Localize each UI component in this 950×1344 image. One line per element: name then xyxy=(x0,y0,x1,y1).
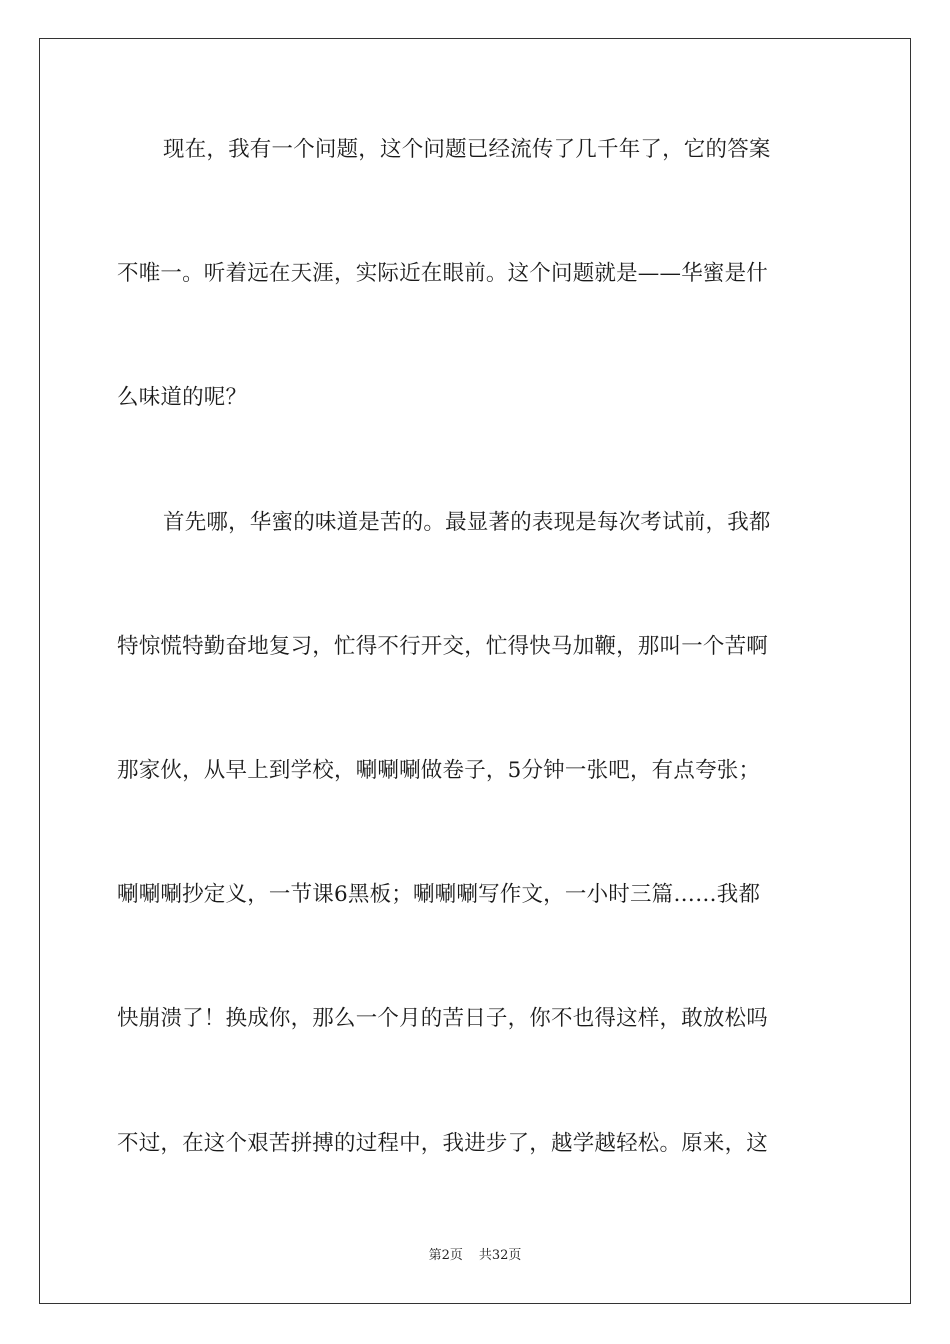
paragraph-2-line-5: 快崩溃了！换成你，那么一个月的苦日子，你不也得这样，敢放松吗 xyxy=(117,1006,769,1031)
paragraph-1-line-1: 现在，我有一个问题，这个问题已经流传了几千年了，它的答案 xyxy=(163,137,771,162)
paragraph-2-line-4: 唰唰唰抄定义，一节课6黑板；唰唰唰写作文，一小时三篇……我都 xyxy=(117,882,761,907)
page-border xyxy=(39,38,911,1304)
page-footer xyxy=(0,1247,950,1265)
paragraph-2-line-6: 不过，在这个艰苦拼搏的过程中，我进步了，越学越轻松。原来，这 xyxy=(117,1131,769,1156)
page-number: 第2页 xyxy=(428,1248,463,1263)
page-total: 共32页 xyxy=(478,1248,522,1263)
paragraph-1-line-3: 么味道的呢？ xyxy=(117,385,248,410)
paragraph-2-line-3: 那家伙，从早上到学校，唰唰唰做卷子，5分钟一张吧，有点夸张； xyxy=(117,758,761,783)
paragraph-2-line-2: 特惊慌特勤奋地复习，忙得不行开交，忙得快马加鞭，那叫一个苦啊 xyxy=(117,634,769,659)
paragraph-2-line-1: 首先哪，华蜜的味道是苦的。最显著的表现是每次考试前，我都 xyxy=(163,510,771,535)
paragraph-1-line-2: 不唯一。听着远在天涯，实际近在眼前。这个问题就是——华蜜是什 xyxy=(117,261,769,286)
